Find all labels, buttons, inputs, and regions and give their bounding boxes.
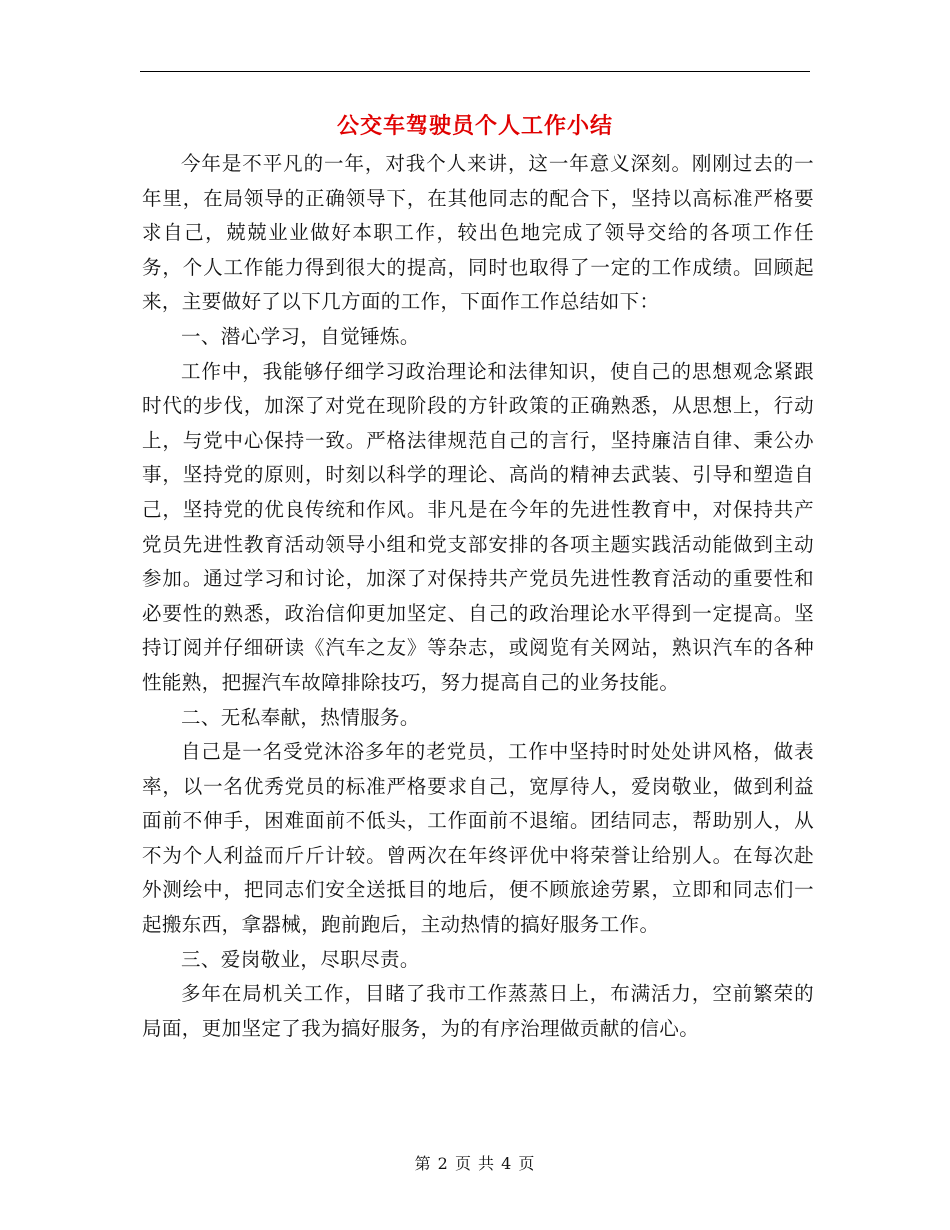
section-heading-1: 一、潜心学习，自觉锤炼。	[181, 324, 420, 348]
section-heading-3: 三、爱岗敬业，尽职尽责。	[181, 947, 420, 971]
header-rule	[140, 71, 810, 72]
paragraph-intro: 今年是不平凡的一年，对我个人来讲，这一年意义深刻。刚刚过去的一年里，在局领导的正确领导下，在其他同志的配合下，坚持以高标准严格要求自己，兢兢业业做好本职工作，较出色地完成了领导交给的各项工作任务，个人工作能力得到很大的提高，同时也取得了一定的工作成绩。回顾起来，主要做好了以下几方面的工作，下面作工作总结如下：	[142, 152, 814, 314]
paragraph-section-1: 工作中，我能够仔细学习政治理论和法律知识，使自己的思想观念紧跟时代的步伐，加深了对党在现阶段的方针政策的正确熟悉，从思想上，行动上，与党中心保持一致。严格法律规范自己的言行，坚持廉洁自律、秉公办事，坚持党的原则，时刻以科学的理论、高尚的精神去武装、引导和塑造自己，坚持党的优良传统和作风。非凡是在今年的先进性教育中，对保持共产党员先进性教育活动领导小组和党支部安排的各项主题实践活动能做到主动参加。通过学习和讨论，加深了对保持共产党员先进性教育活动的重要性和必要性的熟悉，政治信仰更加坚定、自己的政治理论水平得到一定提高。坚持订阅并仔细研读《汽车之友》等杂志，或阅览有关网站，熟识汽车的各种性能熟，把握汽车故障排除技巧，努力提高自己的业务技能。	[142, 359, 814, 694]
document-title: 公交车驾驶员个人工作小结	[336, 113, 613, 139]
paragraph-section-3: 多年在局机关工作，目睹了我市工作蒸蒸日上，布满活力，空前繁荣的局面，更加坚定了我为搞好服务，为的有序治理做贡献的信心。	[142, 982, 814, 1040]
document-body	[142, 147, 814, 1046]
section-heading-2: 二、无私奉献，热情服务。	[181, 705, 420, 729]
page-number-footer: 第 2 页 共 4 页	[414, 1154, 536, 1173]
paragraph-section-2: 自己是一名受党沐浴多年的老党员，工作中坚持时时处处讲风格，做表率，以一名优秀党员的标准严格要求自己，宽厚待人，爱岗敬业，做到利益面前不伸手，困难面前不低头，工作面前不退缩。团结同志，帮助别人，从不为个人利益而斤斤计较。曾两次在年终评优中将荣誉让给别人。在每次赴外测绘中，把同志们安全送抵目的地后，便不顾旅途劳累，立即和同志们一起搬东西，拿器械，跑前跑后，主动热情的搞好服务工作。	[142, 740, 814, 937]
